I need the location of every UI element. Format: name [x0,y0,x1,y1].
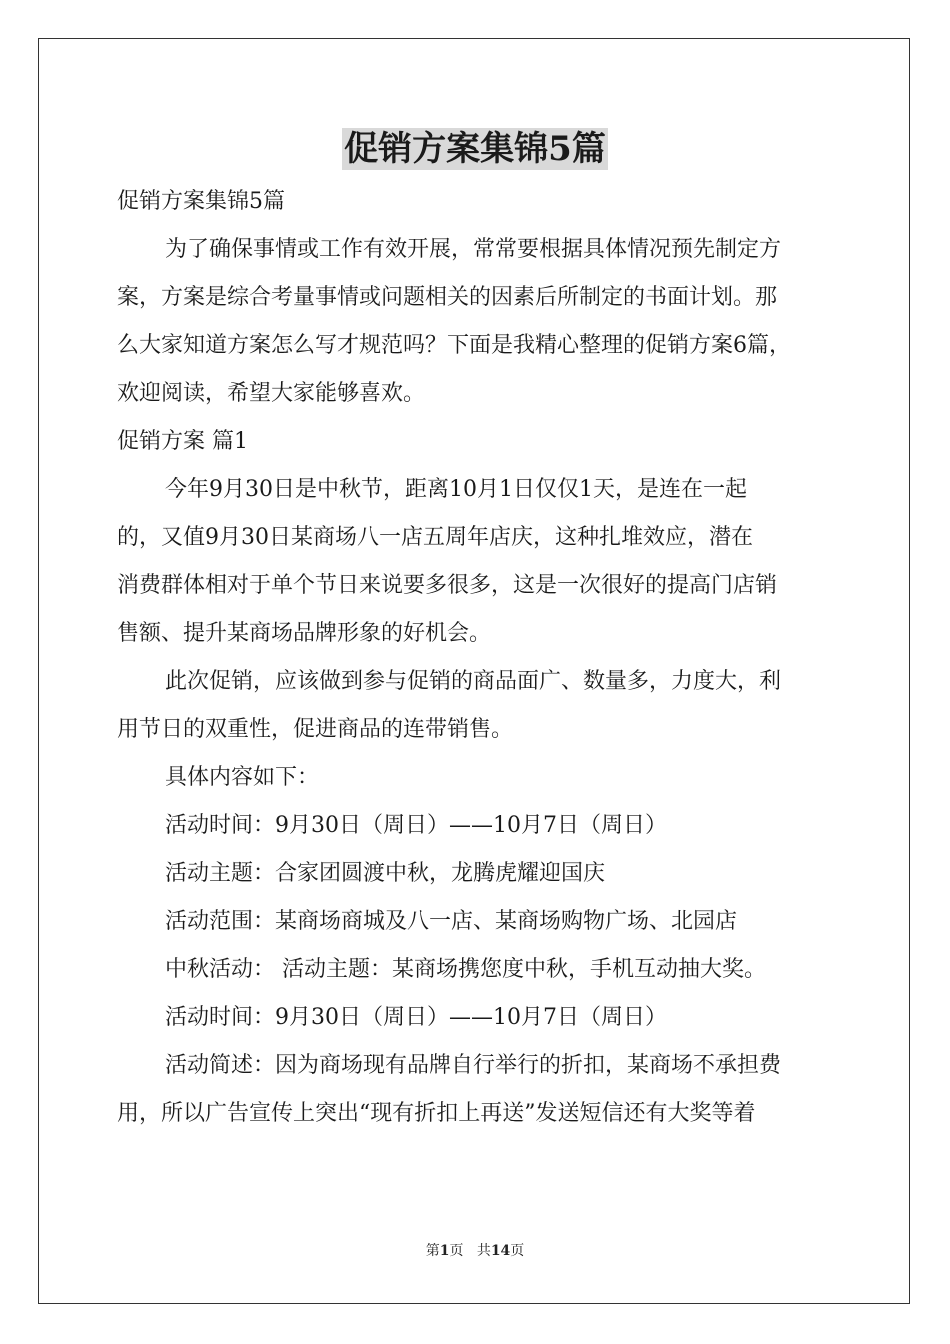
footer-total-unit: 页 [510,1243,525,1259]
text-line: 活动时间：9月30日（周日）——10月7日（周日） [165,1005,667,1030]
document-title: 促销方案集锦5篇 [344,129,606,169]
text-line: 用，所以广告宣传上突出“现有折扣上再送”发送短信还有大奖等着 [117,1101,756,1126]
text-line: 活动范围：某商场商城及八一店、某商场购物广场、北园店 [165,909,738,934]
text-line: 活动时间：9月30日（周日）——10月7日（周日） [165,813,667,838]
text-line: 用节日的双重性，促进商品的连带销售。 [117,717,514,742]
footer-prefix: 第 [425,1243,440,1259]
text-line: 么大家知道方案怎么写才规范吗？下面是我精心整理的促销方案6篇， [117,333,791,358]
text-line: 为了确保事情或工作有效开展，常常要根据具体情况预先制定方 [165,237,782,262]
text-line: 促销方案集锦5篇 [117,189,285,214]
footer-total-prefix: 共 [476,1243,491,1259]
text-line: 今年9月30日是中秋节，距离10月1日仅仅1天，是连在一起 [165,477,747,502]
footer-total-pages: 14 [490,1243,511,1259]
text-line: 活动简述：因为商场现有品牌自行举行的折扣，某商场不承担费 [165,1053,782,1078]
text-line: 具体内容如下： [165,765,320,790]
text-line: 活动主题：合家团圆渡中秋，龙腾虎耀迎国庆 [165,861,606,886]
title-container [0,128,950,170]
text-line: 的，又值9月30日某商场八一店五周年店庆，这种扎堆效应，潜在 [117,525,753,550]
footer-page-unit: 页 [449,1243,464,1259]
text-line: 消费群体相对于单个节日来说要多很多，这是一次很好的提高门店销 [117,573,778,598]
text-line: 中秋活动： 活动主题：某商场携您度中秋，手机互动抽大奖。 [165,957,766,982]
text-line: 此次促销，应该做到参与促销的商品面广、数量多，力度大，利 [165,669,782,694]
text-line: 促销方案 篇1 [117,429,248,454]
footer-page-number: 1 [439,1243,450,1259]
text-line: 案，方案是综合考量事情或问题相关的因素后所制定的书面计划。那 [117,285,778,310]
text-line: 售额、提升某商场品牌形象的好机会。 [117,621,492,646]
document-body [117,178,837,1138]
page-footer [0,1241,950,1261]
text-line: 欢迎阅读，希望大家能够喜欢。 [117,381,426,406]
